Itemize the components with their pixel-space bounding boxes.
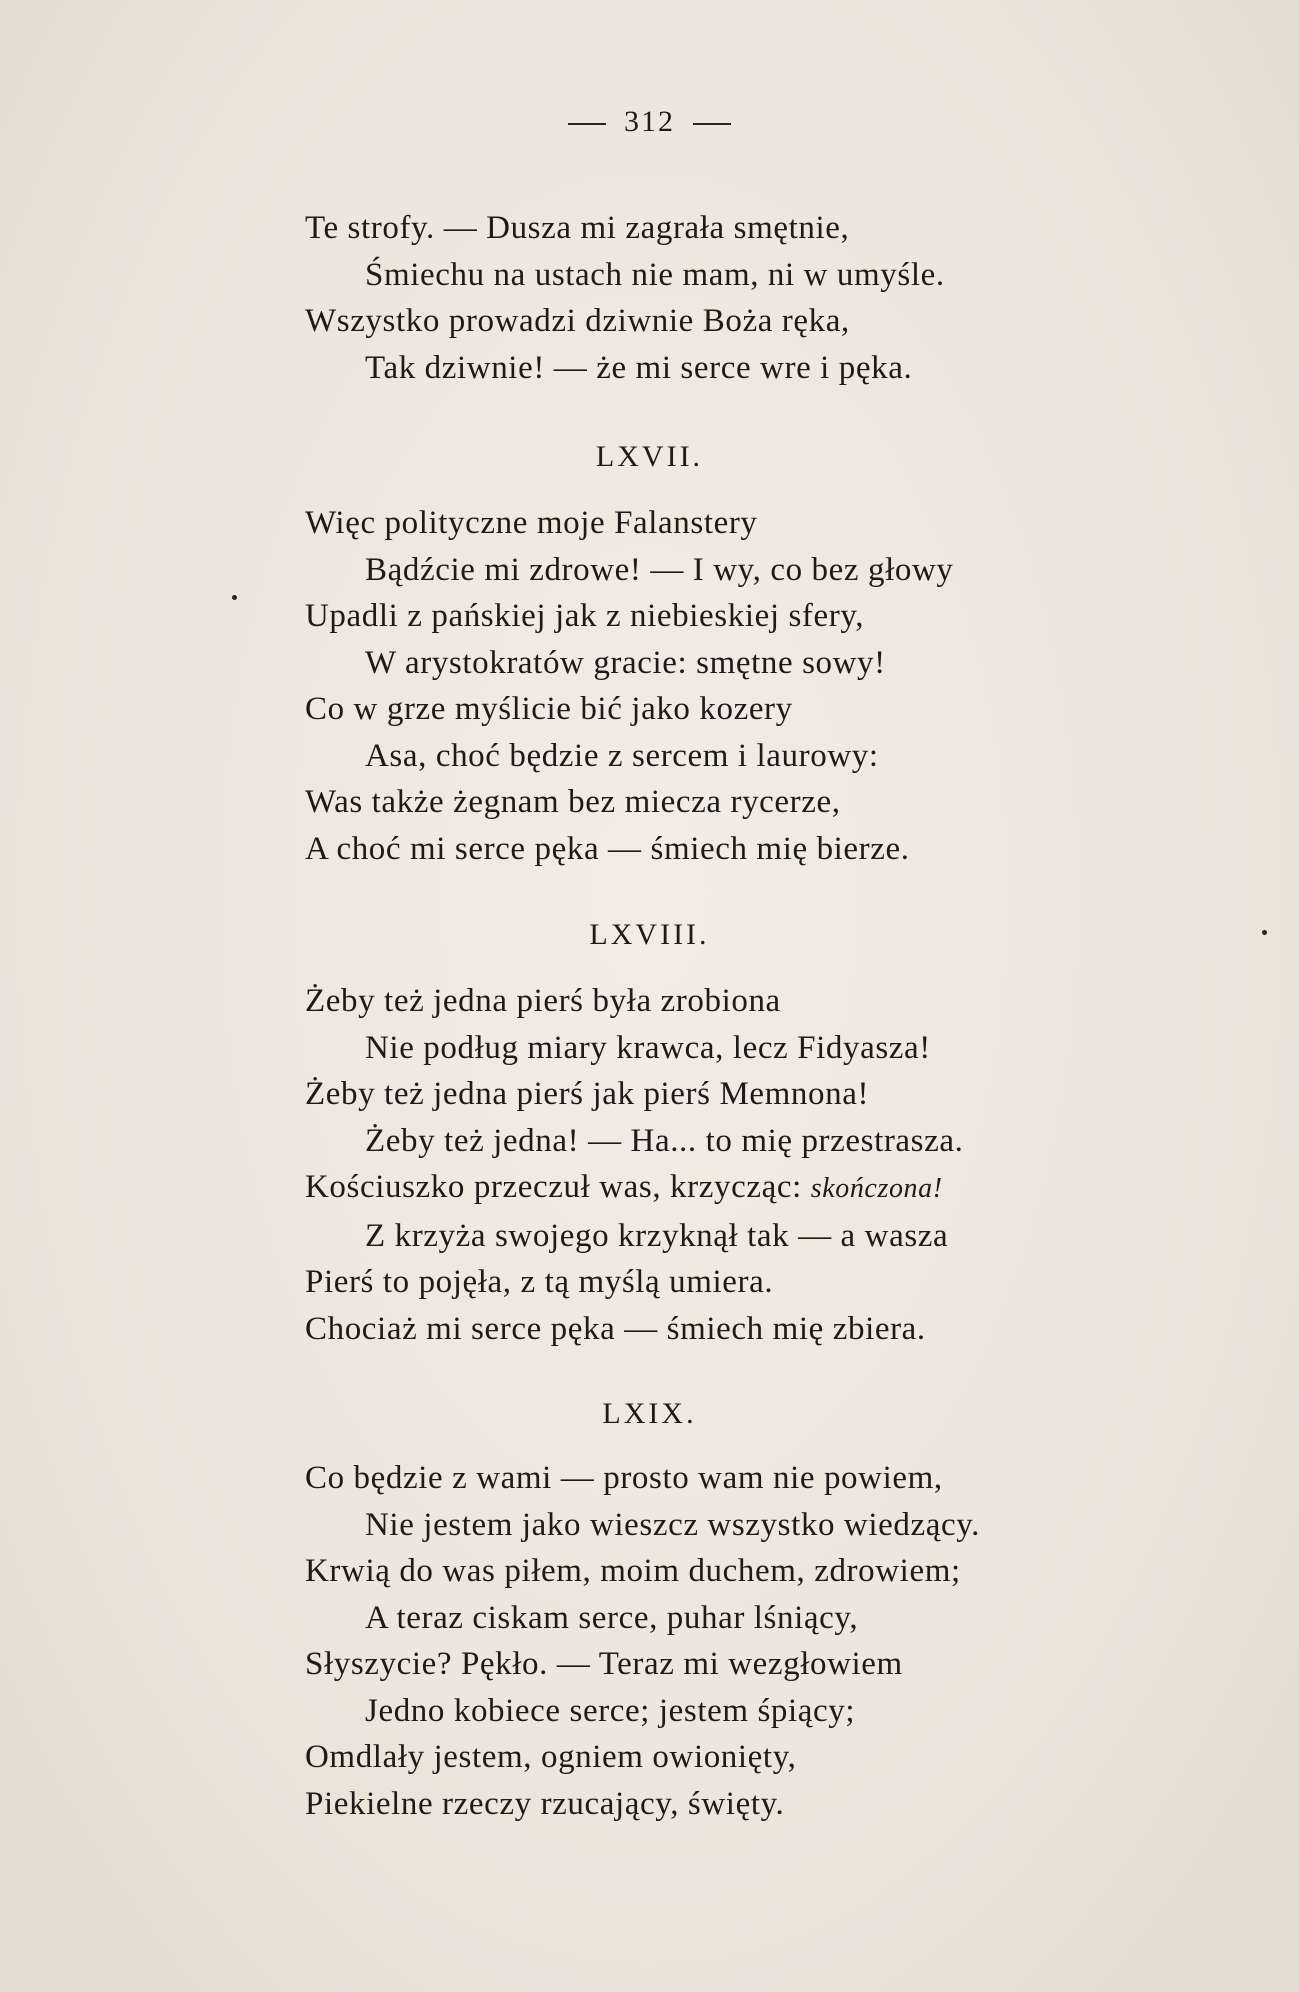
stanza-lxix: [305, 1455, 1205, 1827]
italic-word: skończona!: [810, 1173, 943, 1204]
verse-line-text: Kościuszko przeczuł was, krzycząc:: [305, 1169, 802, 1205]
ink-speck: [1262, 930, 1267, 935]
verse-line: Chociaż mi serce pęka — śmiech mię zbiera.: [305, 1310, 926, 1347]
page-number-dash-left: [568, 123, 606, 125]
ink-speck: [232, 595, 237, 600]
verse-line: Krwią do was piłem, moim duchem, zdrowiem;: [305, 1553, 961, 1589]
verse-line: Pierś to pojęła, z tą myślą umiera.: [305, 1264, 774, 1300]
verse-line: Śmiechu na ustach nie mam, ni w umyśle.: [365, 256, 945, 293]
page-number-dash-right: [693, 123, 731, 125]
verse-line: Jedno kobiece serce; jestem śpiący;: [365, 1692, 856, 1729]
verse-line: Co będzie z wami — prosto wam nie powiem,: [305, 1460, 943, 1496]
verse-line: Żeby też jedna pierś jak pierś Memnona!: [305, 1076, 870, 1112]
verse-line: Tak dziwnie! — że mi serce wre i pęka.: [365, 349, 913, 386]
verse-line: A teraz ciskam serce, puhar lśniący,: [365, 1599, 859, 1636]
page-number-text: 312: [624, 105, 675, 138]
section-heading-lxix: LXIX.: [602, 1397, 697, 1430]
verse-line: [305, 1164, 1205, 1213]
verse-line: Nie podług miary krawca, lecz Fidyasza!: [365, 1029, 931, 1066]
stanza-lxvii: [305, 500, 1205, 872]
section-heading-lxvii: LXVII.: [595, 440, 704, 473]
stanza-continuation: [305, 205, 1205, 391]
verse-line: Te strofy. — Dusza mi zagrała smętnie,: [305, 210, 850, 246]
verse-line: A choć mi serce pęka — śmiech mię bierze.: [305, 830, 910, 867]
stanza-lxviii: [305, 978, 1205, 1352]
verse-line: Bądźcie mi zdrowe! — I wy, co bez głowy: [365, 551, 954, 588]
verse-line: Was także żegnam bez miecza rycerze,: [305, 784, 841, 820]
verse-line: Słyszycie? Pękło. — Teraz mi wezgłowiem: [305, 1646, 903, 1682]
verse-line: Nie jestem jako wieszcz wszystko wiedzący.: [365, 1506, 981, 1543]
verse-line: Piekielne rzeczy rzucający, święty.: [305, 1785, 785, 1822]
verse-line: Żeby też jedna! — Ha... to mię przestrasza.: [365, 1122, 964, 1159]
verse-line: W arystokratów gracie: smętne sowy!: [365, 644, 886, 681]
verse-line: Więc polityczne moje Falanstery: [305, 505, 758, 541]
verse-line: Wszystko prowadzi dziwnie Boża ręka,: [305, 303, 850, 339]
page-number: [0, 105, 1299, 139]
verse-line: Omdlały jestem, ogniem owionięty,: [305, 1739, 797, 1775]
verse-line: Co w grze myślicie bić jako kozery: [305, 691, 793, 727]
verse-line: Upadli z pańskiej jak z niebieskiej sfery,: [305, 598, 865, 634]
verse-line: Żeby też jedna pierś była zrobiona: [305, 983, 781, 1019]
verse-line: Asa, choć będzie z sercem i laurowy:: [365, 737, 879, 774]
verse-line: Z krzyża swojego krzyknął tak — a wasza: [365, 1217, 949, 1254]
section-heading-lxviii: LXVIII.: [589, 918, 710, 951]
